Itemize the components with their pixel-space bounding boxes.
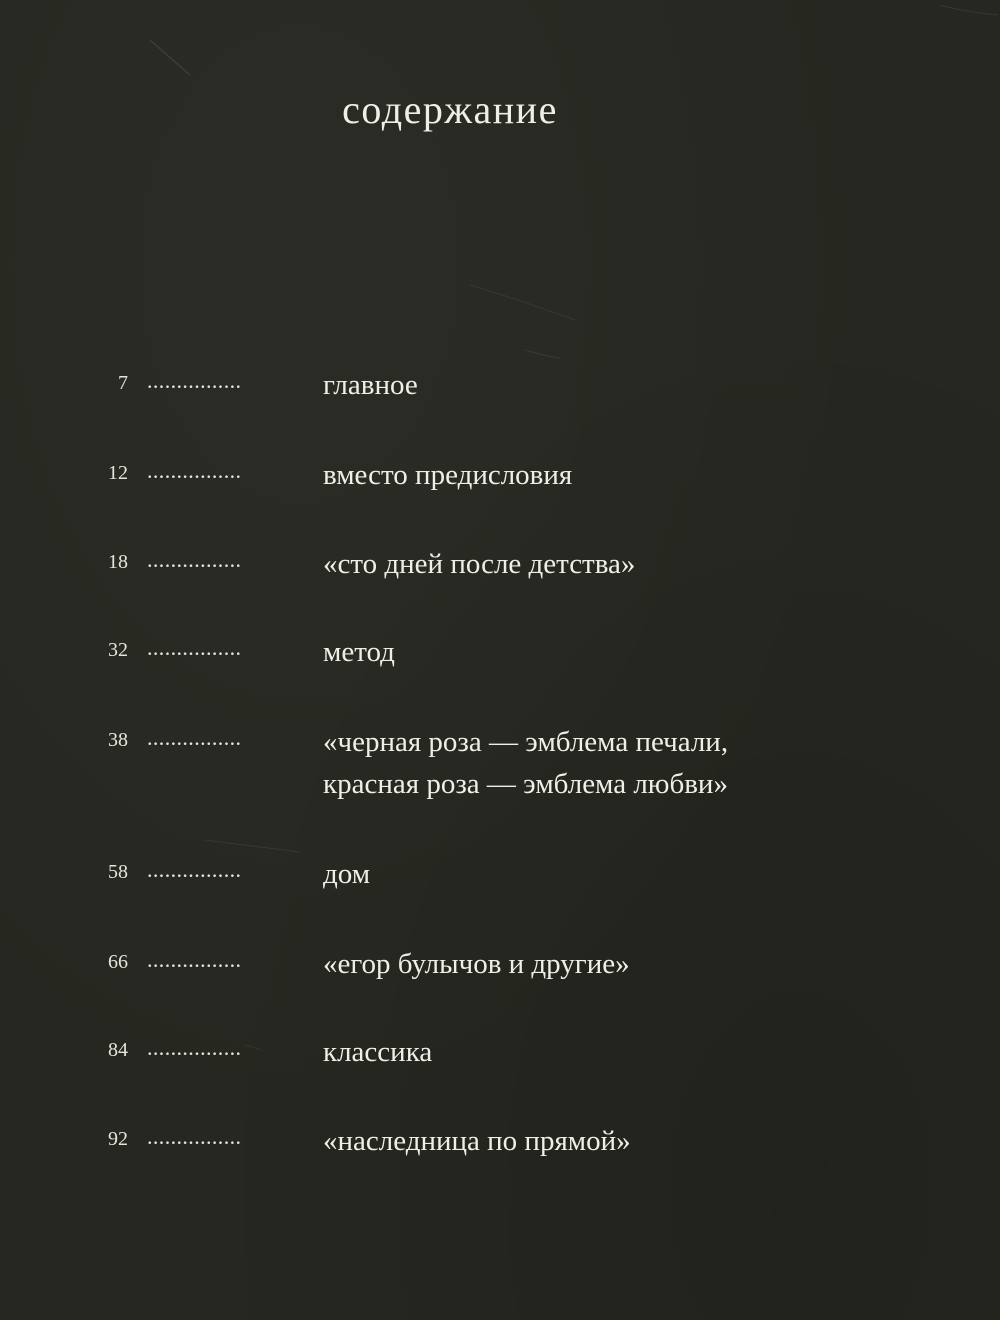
toc-title-line: вместо предисловия: [323, 459, 573, 491]
toc-entry-title: [323, 364, 418, 406]
toc-entry-32[interactable]: [0, 631, 1000, 731]
toc-title-line: дом: [323, 858, 371, 890]
toc-entry-title: [323, 721, 728, 805]
toc-dot-leader: ................: [147, 725, 242, 750]
toc-dot-leader: ................: [147, 368, 242, 393]
toc-title-line: красная роза — эмблема любви»: [323, 768, 728, 800]
toc-title-line: классика: [323, 1036, 433, 1068]
page-title: содержание: [342, 87, 558, 132]
toc-entry-title: [323, 943, 630, 985]
toc-dot-leader: ................: [147, 635, 242, 660]
toc-title-line: главное: [323, 369, 418, 401]
toc-dot-leader: ................: [147, 1124, 242, 1149]
toc-entry-title: [323, 631, 395, 673]
toc-entry-66[interactable]: [0, 943, 1000, 1043]
toc-page-number: 58: [108, 861, 128, 883]
toc-page-number: 92: [108, 1128, 128, 1150]
toc-title-line: «егор булычов и другие»: [323, 948, 630, 980]
toc-entry-12[interactable]: [0, 454, 1000, 554]
toc-page-number: 38: [108, 729, 128, 751]
toc-entry-title: [323, 1031, 432, 1073]
toc-title-line: «наследница по прямой»: [323, 1125, 631, 1157]
toc-entry-92[interactable]: [0, 1120, 1000, 1220]
toc-dot-leader: ................: [147, 1035, 242, 1060]
toc-dot-leader: ................: [147, 857, 242, 882]
toc-entry-7[interactable]: [0, 364, 1000, 464]
toc-entry-title: [323, 454, 572, 496]
toc-dot-leader: ................: [147, 547, 242, 572]
toc-entry-38[interactable]: [0, 721, 1000, 821]
toc-page-number: 66: [108, 951, 128, 973]
toc-entry-84[interactable]: [0, 1031, 1000, 1131]
toc-page-number: 7: [118, 372, 128, 394]
toc-page-number: 12: [108, 462, 128, 484]
toc-dot-leader: ................: [147, 458, 242, 483]
toc-title-line: «черная роза — эмблема печали,: [323, 726, 729, 758]
toc-page-number: 84: [108, 1039, 128, 1061]
toc-page-number: 18: [108, 551, 128, 573]
toc-dot-leader: ................: [147, 947, 242, 972]
toc-page-number: 32: [108, 639, 128, 661]
toc-entry-title: [323, 1120, 631, 1162]
toc-title-line: «сто дней после детства»: [323, 548, 636, 580]
toc-entry-title: [323, 543, 635, 585]
toc-entry-58[interactable]: [0, 853, 1000, 953]
toc-title-line: метод: [323, 636, 395, 668]
toc-entry-18[interactable]: [0, 543, 1000, 643]
toc-entry-title: [323, 853, 370, 895]
